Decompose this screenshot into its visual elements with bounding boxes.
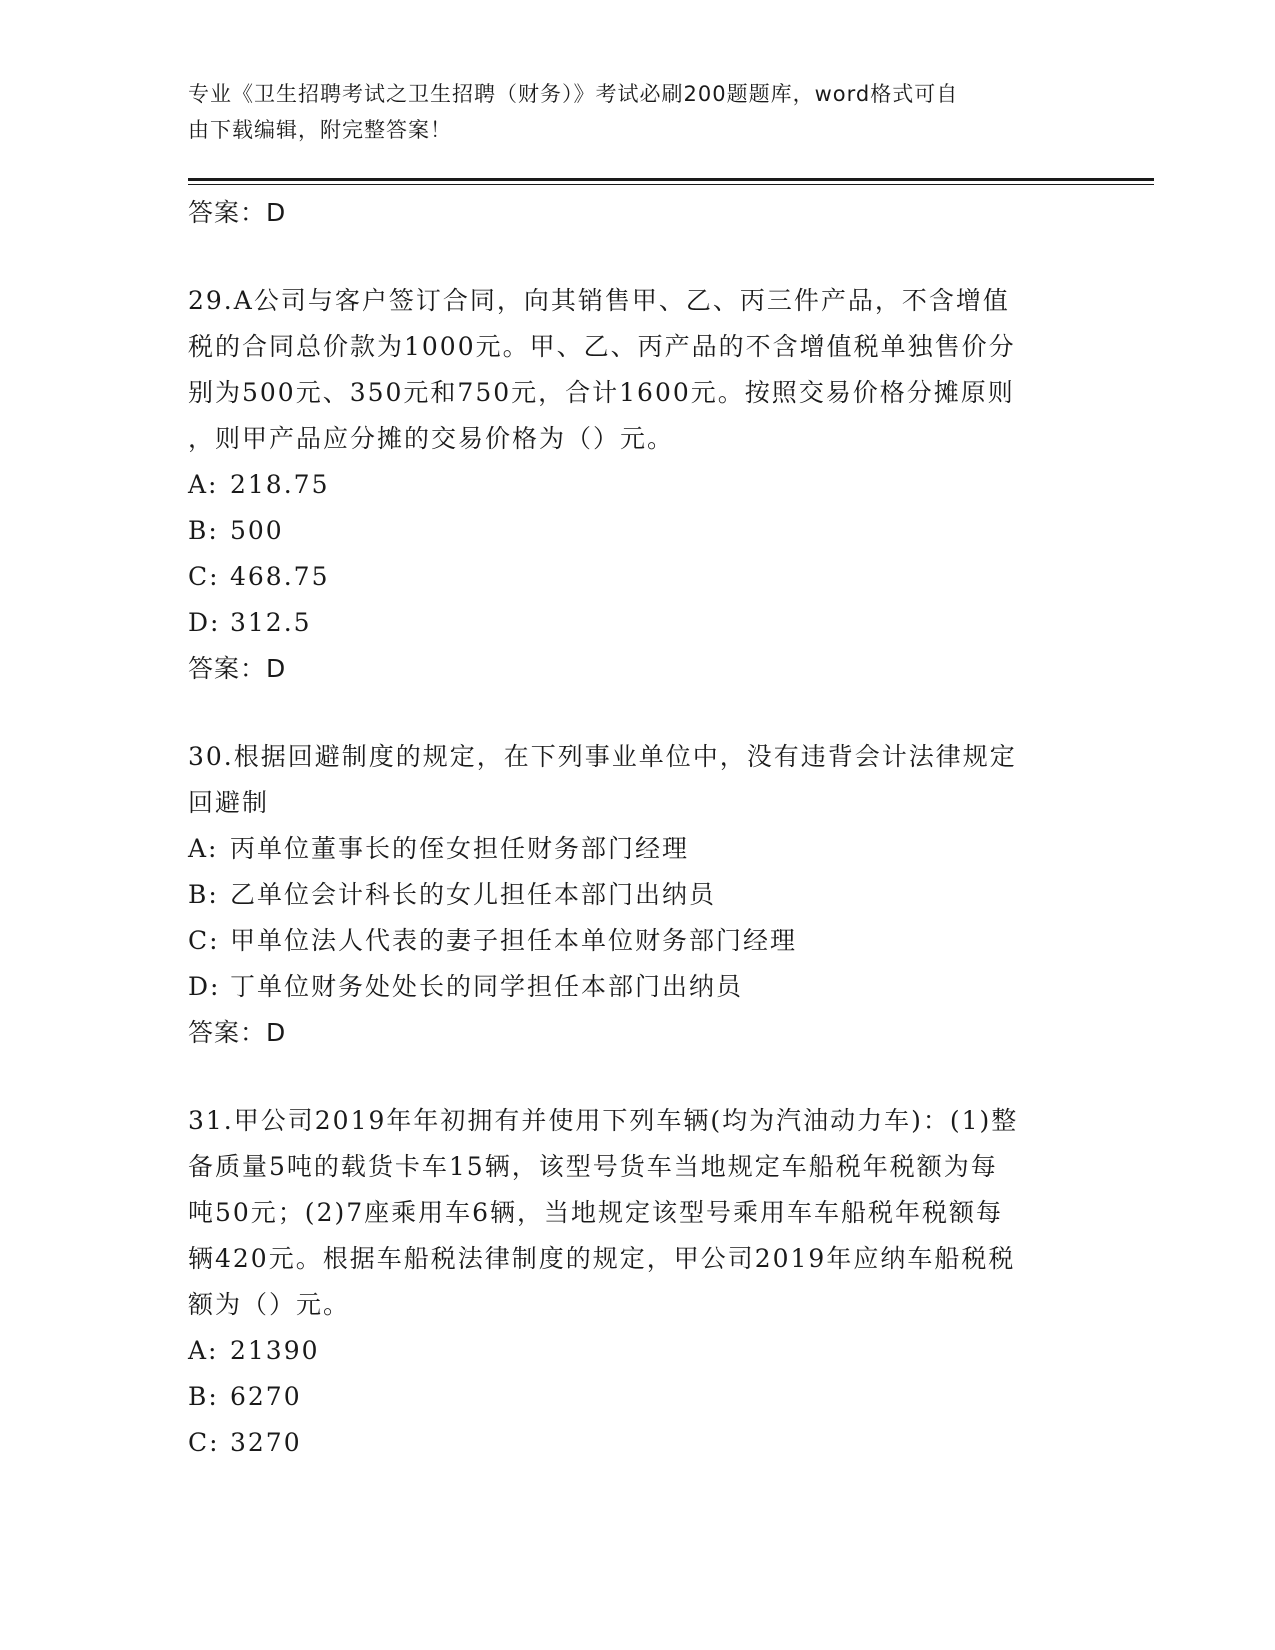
- option-letter: C:: [188, 926, 220, 955]
- answer-option: [188, 964, 1088, 1010]
- option-text: 6270: [230, 1382, 302, 1411]
- answer-option: [188, 1328, 1088, 1374]
- option-text: 500: [230, 516, 284, 545]
- question-stem-line: 31.甲公司2019年年初拥有并使用下列车辆(均为汽油动力车)：(1)整: [188, 1106, 1019, 1135]
- answer-line: 答案：D: [188, 198, 287, 227]
- answer-line: 答案：D: [188, 1018, 287, 1047]
- answer-option: [188, 508, 1088, 554]
- option-letter: B:: [188, 516, 219, 545]
- answer-line: 答案：D: [188, 654, 287, 683]
- option-text: 468.75: [230, 562, 330, 591]
- option-letter: A:: [188, 470, 219, 499]
- option-text: 丙单位董事长的侄女担任财务部门经理: [230, 834, 690, 863]
- answer-option: [188, 554, 1088, 600]
- option-letter: A:: [188, 1336, 219, 1365]
- header-line-2: 由下载编辑，附完整答案！: [188, 118, 452, 142]
- option-text: 3270: [230, 1428, 302, 1457]
- question-stem-line: 吨50元；(2)7座乘用车6辆，当地规定该型号乘用车车船税年税额每: [188, 1198, 1004, 1227]
- option-letter: C:: [188, 1428, 220, 1457]
- question-stem: [188, 1098, 1088, 1328]
- answer-option: [188, 462, 1088, 508]
- option-letter: B:: [188, 880, 219, 909]
- option-text: 乙单位会计科长的女儿担任本部门出纳员: [230, 880, 717, 909]
- question-stem-line: 备质量5吨的载货卡车15辆，该型号货车当地规定车船税年税额为每: [188, 1152, 998, 1181]
- answer-option: [188, 1374, 1088, 1420]
- question-block: [188, 1098, 1088, 1466]
- question-stem-line: 辆420元。根据车船税法律制度的规定，甲公司2019年应纳车船税税: [188, 1244, 1016, 1273]
- header-divider-thin: [188, 184, 1154, 185]
- header-divider-thick: [188, 178, 1154, 181]
- option-letter: D:: [188, 972, 221, 1001]
- question-stem: [188, 278, 1088, 462]
- question-stem-line: 29.A公司与客户签订合同，向其销售甲、乙、丙三件产品，不含增值: [188, 286, 1010, 315]
- option-letter: D:: [188, 608, 221, 637]
- question-stem-line: 回避制: [188, 788, 270, 817]
- question-block: [188, 734, 1088, 1056]
- option-letter: C:: [188, 562, 220, 591]
- question-stem-line: ，则甲产品应分摊的交易价格为（）元。: [188, 424, 675, 453]
- option-text: 312.5: [230, 608, 312, 637]
- answer-option: [188, 872, 1088, 918]
- option-text: 甲单位法人代表的妻子担任本单位财务部门经理: [230, 926, 798, 955]
- answer-option: [188, 600, 1088, 646]
- question-stem: [188, 734, 1088, 826]
- question-stem-line: 别为500元、350元和750元，合计1600元。按照交易价格分摊原则: [188, 378, 1015, 407]
- header-line-1: 专业《卫生招聘考试之卫生招聘（财务）》考试必刷200题题库，word格式可自: [188, 82, 959, 106]
- answer-option: [188, 1420, 1088, 1466]
- option-letter: B:: [188, 1382, 219, 1411]
- answer-option: [188, 918, 1088, 964]
- document-body: [188, 190, 1088, 1466]
- option-text: 218.75: [230, 470, 330, 499]
- option-text: 丁单位财务处处长的同学担任本部门出纳员: [230, 972, 744, 1001]
- question-stem-line: 30.根据回避制度的规定，在下列事业单位中，没有违背会计法律规定: [188, 742, 1017, 771]
- option-text: 21390: [230, 1336, 320, 1365]
- question-stem-line: 额为（）元。: [188, 1290, 351, 1319]
- option-letter: A:: [188, 834, 219, 863]
- document-header: [188, 76, 1078, 148]
- question-block: [188, 278, 1088, 692]
- answer-option: [188, 826, 1088, 872]
- question-stem-line: 税的合同总价款为1000元。甲、乙、丙产品的不含增值税单独售价分: [188, 332, 1016, 361]
